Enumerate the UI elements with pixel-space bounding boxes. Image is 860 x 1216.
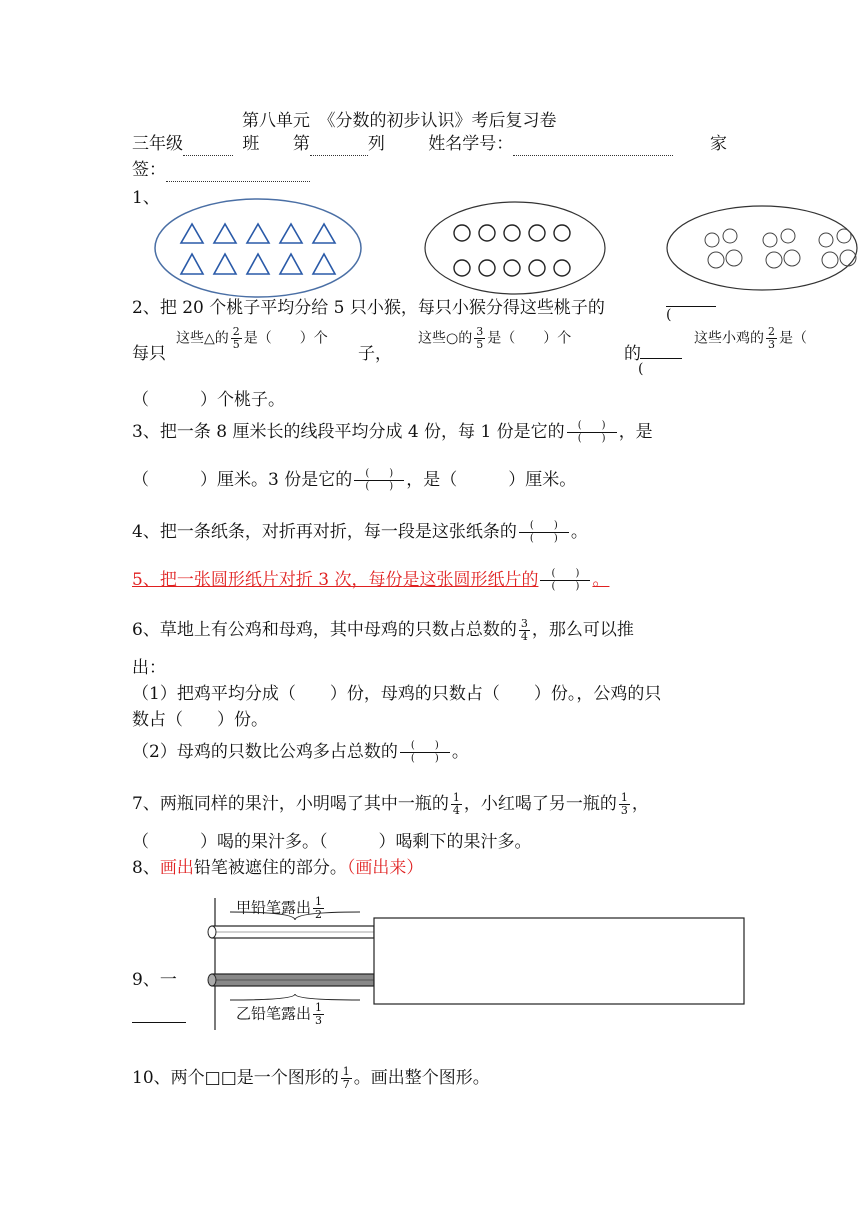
q7-line1	[132, 792, 649, 817]
denominator: 3	[315, 1014, 323, 1027]
q7-text: ，	[631, 794, 649, 814]
denominator: 7	[342, 1078, 350, 1091]
denominator: 3	[620, 804, 628, 817]
q8-text: 铅笔被遮住的部分。	[193, 858, 347, 878]
q9-text: 9、一	[132, 970, 177, 990]
fraction	[766, 326, 777, 351]
brace-a	[230, 912, 360, 920]
blank-numerator: ( )	[567, 420, 617, 433]
q1-number: 1、	[132, 188, 160, 208]
page-title: 第八单元 《分数的初步认识》考后复习卷	[242, 111, 557, 131]
grade-blank[interactable]	[183, 155, 233, 156]
blank-numerator: ( )	[354, 468, 404, 481]
q9-answer-line[interactable]	[132, 1022, 186, 1023]
answer-fraction-blank[interactable]	[567, 420, 617, 445]
numerator: 2	[232, 325, 240, 338]
fraction	[231, 326, 242, 351]
q3-text: 3、把一条 8 厘米长的线段平均分成 4 份，每 1 份是它的	[132, 422, 565, 442]
q2-text: 2、把 20 个桃子平均分给 5 只小猴，每只小猴分得这些桃子的	[132, 298, 605, 318]
pencil-b-text: 乙铅笔露出	[236, 1004, 312, 1023]
q4	[132, 520, 588, 545]
fraction	[519, 618, 530, 643]
denominator: 3	[768, 338, 775, 351]
blank-denominator: ( )	[551, 581, 580, 592]
answer-fraction-blank[interactable]	[354, 468, 404, 493]
student-info-line	[132, 132, 673, 156]
sign-blank[interactable]	[166, 181, 310, 182]
q10	[132, 1066, 490, 1091]
q6-part2	[132, 740, 469, 765]
q3-text: ，是	[618, 422, 653, 442]
denominator: 5	[476, 338, 484, 351]
q6-text: （2）母鸡的只数比公鸡多占总数的	[132, 742, 398, 762]
q7-line2: （ ）喝的果汁多。（ ）喝剩下的果汁多。	[132, 832, 532, 852]
pencil-b-label	[236, 1002, 326, 1027]
q6-line2: 出：	[132, 658, 166, 678]
caption-text: 这些○的	[418, 330, 473, 347]
q10-text: 10、两个□□是一个图形的	[132, 1068, 339, 1088]
family-label: 家	[710, 134, 727, 154]
fraction	[619, 792, 630, 817]
blank-denominator: ( )	[529, 533, 558, 544]
q1-caption3	[694, 326, 807, 351]
numerator: 3	[520, 617, 528, 630]
denominator: 4	[520, 630, 528, 643]
q5	[132, 568, 609, 593]
numerator: 1	[315, 895, 323, 908]
q3-text: ，是（ ）厘米。	[406, 470, 577, 490]
numerator: 1	[452, 791, 460, 804]
q2-line2-c: 的	[624, 344, 641, 364]
q6-text: 。	[451, 742, 469, 762]
row-label: 第	[292, 134, 310, 154]
blank-numerator: ( )	[400, 740, 450, 753]
denominator: 5	[232, 338, 240, 351]
name-label: 姓名学号：	[428, 134, 514, 154]
blank-denominator: ( )	[410, 753, 439, 764]
q3-line2	[132, 468, 576, 493]
circle-group	[425, 202, 605, 294]
numerator: 1	[315, 1001, 323, 1014]
q7-text: 7、两瓶同样的果汁，小明喝了其中一瓶的	[132, 794, 449, 814]
q8-line	[132, 856, 423, 880]
q5-text: 。	[592, 570, 610, 590]
q5-text: 5、把一张圆形纸片对折 3 次，每份是这张圆形纸片的	[132, 570, 539, 590]
q8-red-text: 画出	[159, 858, 194, 878]
denominator: 2	[315, 908, 323, 921]
q6-text: ，那么可以推	[531, 620, 634, 640]
q2-frac-paren: (	[666, 307, 672, 323]
q2-frac2-line	[640, 358, 682, 359]
fraction	[341, 1066, 352, 1091]
answer-fraction-blank[interactable]	[519, 520, 569, 545]
q1-figures	[150, 198, 860, 308]
denominator: 4	[452, 804, 460, 817]
numerator: 3	[476, 325, 484, 338]
chick-icon	[705, 229, 856, 268]
fraction	[313, 1002, 324, 1027]
q1-caption1	[176, 326, 328, 351]
q4-text: 。	[570, 522, 588, 542]
caption-text: 是（ ）个	[243, 330, 328, 347]
class-label: 班	[242, 134, 260, 154]
q3-text: （ ）厘米。3 份是它的	[132, 470, 353, 490]
fraction	[474, 326, 485, 351]
q6-part1b: 数占（ ）份。	[132, 710, 268, 730]
row-blank[interactable]	[310, 155, 368, 156]
pencil-b	[208, 974, 374, 986]
numerator: 1	[620, 791, 628, 804]
blank-denominator: ( )	[577, 433, 606, 444]
sign-label: 签：	[132, 160, 166, 180]
q3-line1	[132, 420, 653, 445]
cover-box	[374, 918, 744, 1004]
q2-line3: （ ）个桃子。	[132, 390, 285, 410]
q2-line2-b: 子，	[358, 344, 392, 364]
q6-text: 6、草地上有公鸡和母鸡，其中母鸡的只数占总数的	[132, 620, 517, 640]
caption-text: 这些△的	[176, 330, 229, 347]
q4-text: 4、把一条纸条，对折再对折，每一段是这张纸条的	[132, 522, 517, 542]
answer-fraction-blank[interactable]	[400, 740, 450, 765]
q6-part1a: （1）把鸡平均分成（ ）份，母鸡的只数占（ ）份。，公鸡的只	[132, 684, 662, 704]
numerator: 2	[768, 325, 775, 338]
sign-line	[132, 158, 310, 182]
fraction	[451, 792, 462, 817]
blank-numerator: ( )	[540, 568, 590, 581]
caption-text: 是（ ）个	[487, 330, 572, 347]
caption-text: 是（	[779, 330, 807, 347]
q7-text: ，小红喝了另一瓶的	[463, 794, 617, 814]
triangle-group	[155, 199, 361, 297]
name-blank[interactable]	[513, 155, 673, 156]
q1-caption2	[418, 326, 571, 351]
answer-fraction-blank[interactable]	[540, 568, 590, 593]
pencil-a-text: 甲铅笔露出	[236, 898, 312, 917]
q2-frac-line	[666, 306, 716, 307]
q2-line2-a: 每只	[132, 344, 166, 364]
pencil-a	[208, 926, 374, 938]
q8-number: 8、	[132, 858, 160, 878]
brace-b	[230, 994, 360, 1000]
blank-numerator: ( )	[519, 520, 569, 533]
numerator: 1	[342, 1065, 350, 1078]
q10-text: 。画出整个图形。	[353, 1068, 490, 1088]
q2-frac2-paren: (	[638, 361, 644, 377]
grade-label: 三年级	[132, 134, 183, 154]
blank-denominator: ( )	[365, 481, 394, 492]
col-label: 列	[367, 134, 385, 154]
q8-red-note: （画出来）	[346, 858, 424, 878]
q2-line1	[132, 296, 605, 320]
q6-line1	[132, 618, 634, 643]
chick-group	[667, 206, 857, 290]
caption-text: 这些小鸡的	[694, 330, 764, 347]
